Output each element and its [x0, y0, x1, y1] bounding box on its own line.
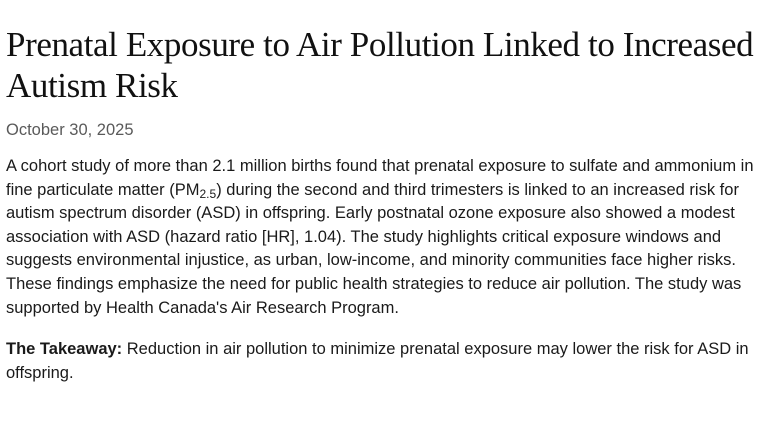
pm-subscript: 2.5	[199, 186, 217, 201]
takeaway	[6, 338, 756, 385]
takeaway-text: Reduction in air pollution to minimize prenatal exposure may lower the risk for ASD in offspring.	[6, 340, 749, 382]
body-text-part-1: A cohort study of more than 2.1 million births found that prenatal exposure to sulfate and ammonium in fine particulate matter (PM	[6, 157, 754, 199]
publish-date: October 30, 2025	[6, 121, 134, 139]
takeaway-label: The Takeaway:	[6, 340, 123, 359]
body-text-part-2: ) during the second and third trimesters is linked to an increased risk for autism spectrum disorder (ASD) in offspring. Early postnatal ozone exposure also showed a modest association with ASD (hazard ratio [HR], 1.04). The study highlights critical exposure windows and suggests environmental injustice, as urban, low-income, and minority communities face higher risks. These findings emphasize the need for public health strategies to reduce air pollution. The study was supported by Health Canada's Air Research Program.	[6, 180, 742, 317]
article-title: Prenatal Exposure to Air Pollution Linked to Increased Autism Risk	[6, 25, 754, 105]
article-body	[6, 155, 764, 320]
